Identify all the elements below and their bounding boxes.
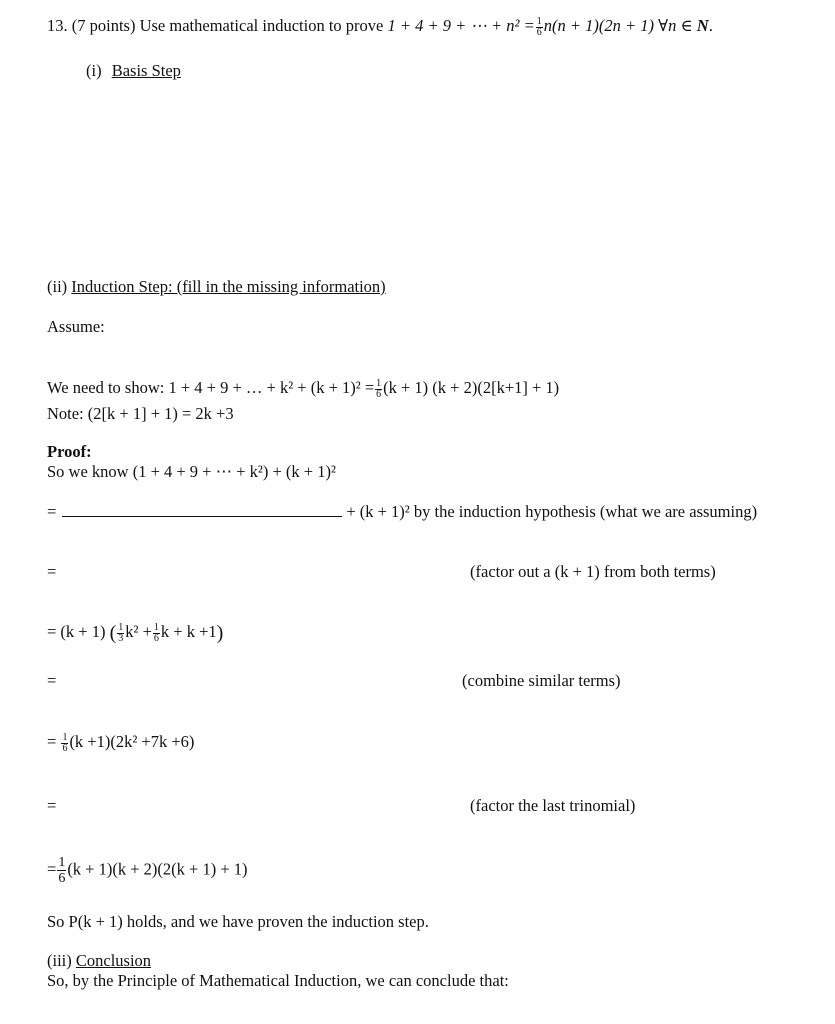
problem-number: 13. <box>47 16 68 35</box>
conclusion-heading <box>47 951 151 971</box>
basis-heading <box>86 61 181 81</box>
induction-heading <box>47 277 386 297</box>
proof-eq-3: = (k + 1) ( $\frac{1}{3}$ k² + $\frac{1}{6}$ k + k +1) <box>47 621 224 644</box>
basis-title: Basis Step <box>111 61 181 80</box>
induction-label: (ii) <box>47 277 68 296</box>
problem-statement: 13. (7 points) Use mathematical induction to prove 1 + 4 + 9 + ⋯ + n² = $\frac{1}{6}$ n(n + 1)(2n + 1) ∀n ∈ N. <box>47 15 713 38</box>
proof-eq-5: = $\frac{1}{6}$ (k +1)(2k² +7k +6) <box>47 731 195 754</box>
note-line: Note: (2[k + 1] + 1) = 2k +3 <box>47 404 234 423</box>
proof-title: Proof: <box>47 442 92 461</box>
proof-eq-4-equals: = <box>47 671 57 690</box>
induction-title: Induction Step: (fill in the missing information) <box>71 277 386 296</box>
conclusion-text: So, by the Principle of Mathematical Induction, we can conclude that: <box>47 971 509 990</box>
fill-in-blank[interactable] <box>62 504 342 517</box>
proof-eq-4-note: (combine similar terms) <box>462 671 621 690</box>
conclusion-title: Conclusion <box>75 951 152 970</box>
problem-points: (7 points) <box>71 16 136 35</box>
proof-eq-6-equals: = <box>47 796 57 815</box>
assume-label: Assume: <box>47 317 105 336</box>
problem-fraction: $\frac{1}{6}$ <box>536 15 542 38</box>
problem-lhs: 1 + 4 + 9 + ⋯ + n² = <box>387 16 535 35</box>
basis-label: (i) <box>86 61 102 80</box>
problem-set: N <box>696 16 709 35</box>
proof-eq-7: = $\frac{1}{6}$ (k + 1)(k + 2)(2(k + 1) + 1) <box>47 855 248 886</box>
need-to-show: We need to show: 1 + 4 + 9 + … + k² + (k + 1)² = $\frac{1}{6}$ (k + 1) (k + 2)(2[k+1] + 1) <box>47 377 560 400</box>
proof-eq-6-note: (factor the last trinomial) <box>470 796 636 815</box>
problem-rhs: n(n + 1)(2n + 1) ∀n ∈ <box>543 16 693 35</box>
proof-eq-1: = + (k + 1)² by the induction hypothesis (what we are assuming) <box>47 502 758 521</box>
need-fraction: $\frac{1}{6}$ <box>376 377 382 400</box>
proof-eq-2-equals: = <box>47 562 57 581</box>
conclusion-label: (iii) <box>47 951 72 970</box>
proof-holds: So P(k + 1) holds, and we have proven the induction step. <box>47 912 429 931</box>
proof-eq-2-note: (factor out a (k + 1) from both terms) <box>470 562 716 581</box>
problem-lead: Use mathematical induction to prove <box>139 16 384 35</box>
so-we-know: So we know (1 + 4 + 9 + ⋯ + k²) + (k + 1)² <box>47 462 336 481</box>
